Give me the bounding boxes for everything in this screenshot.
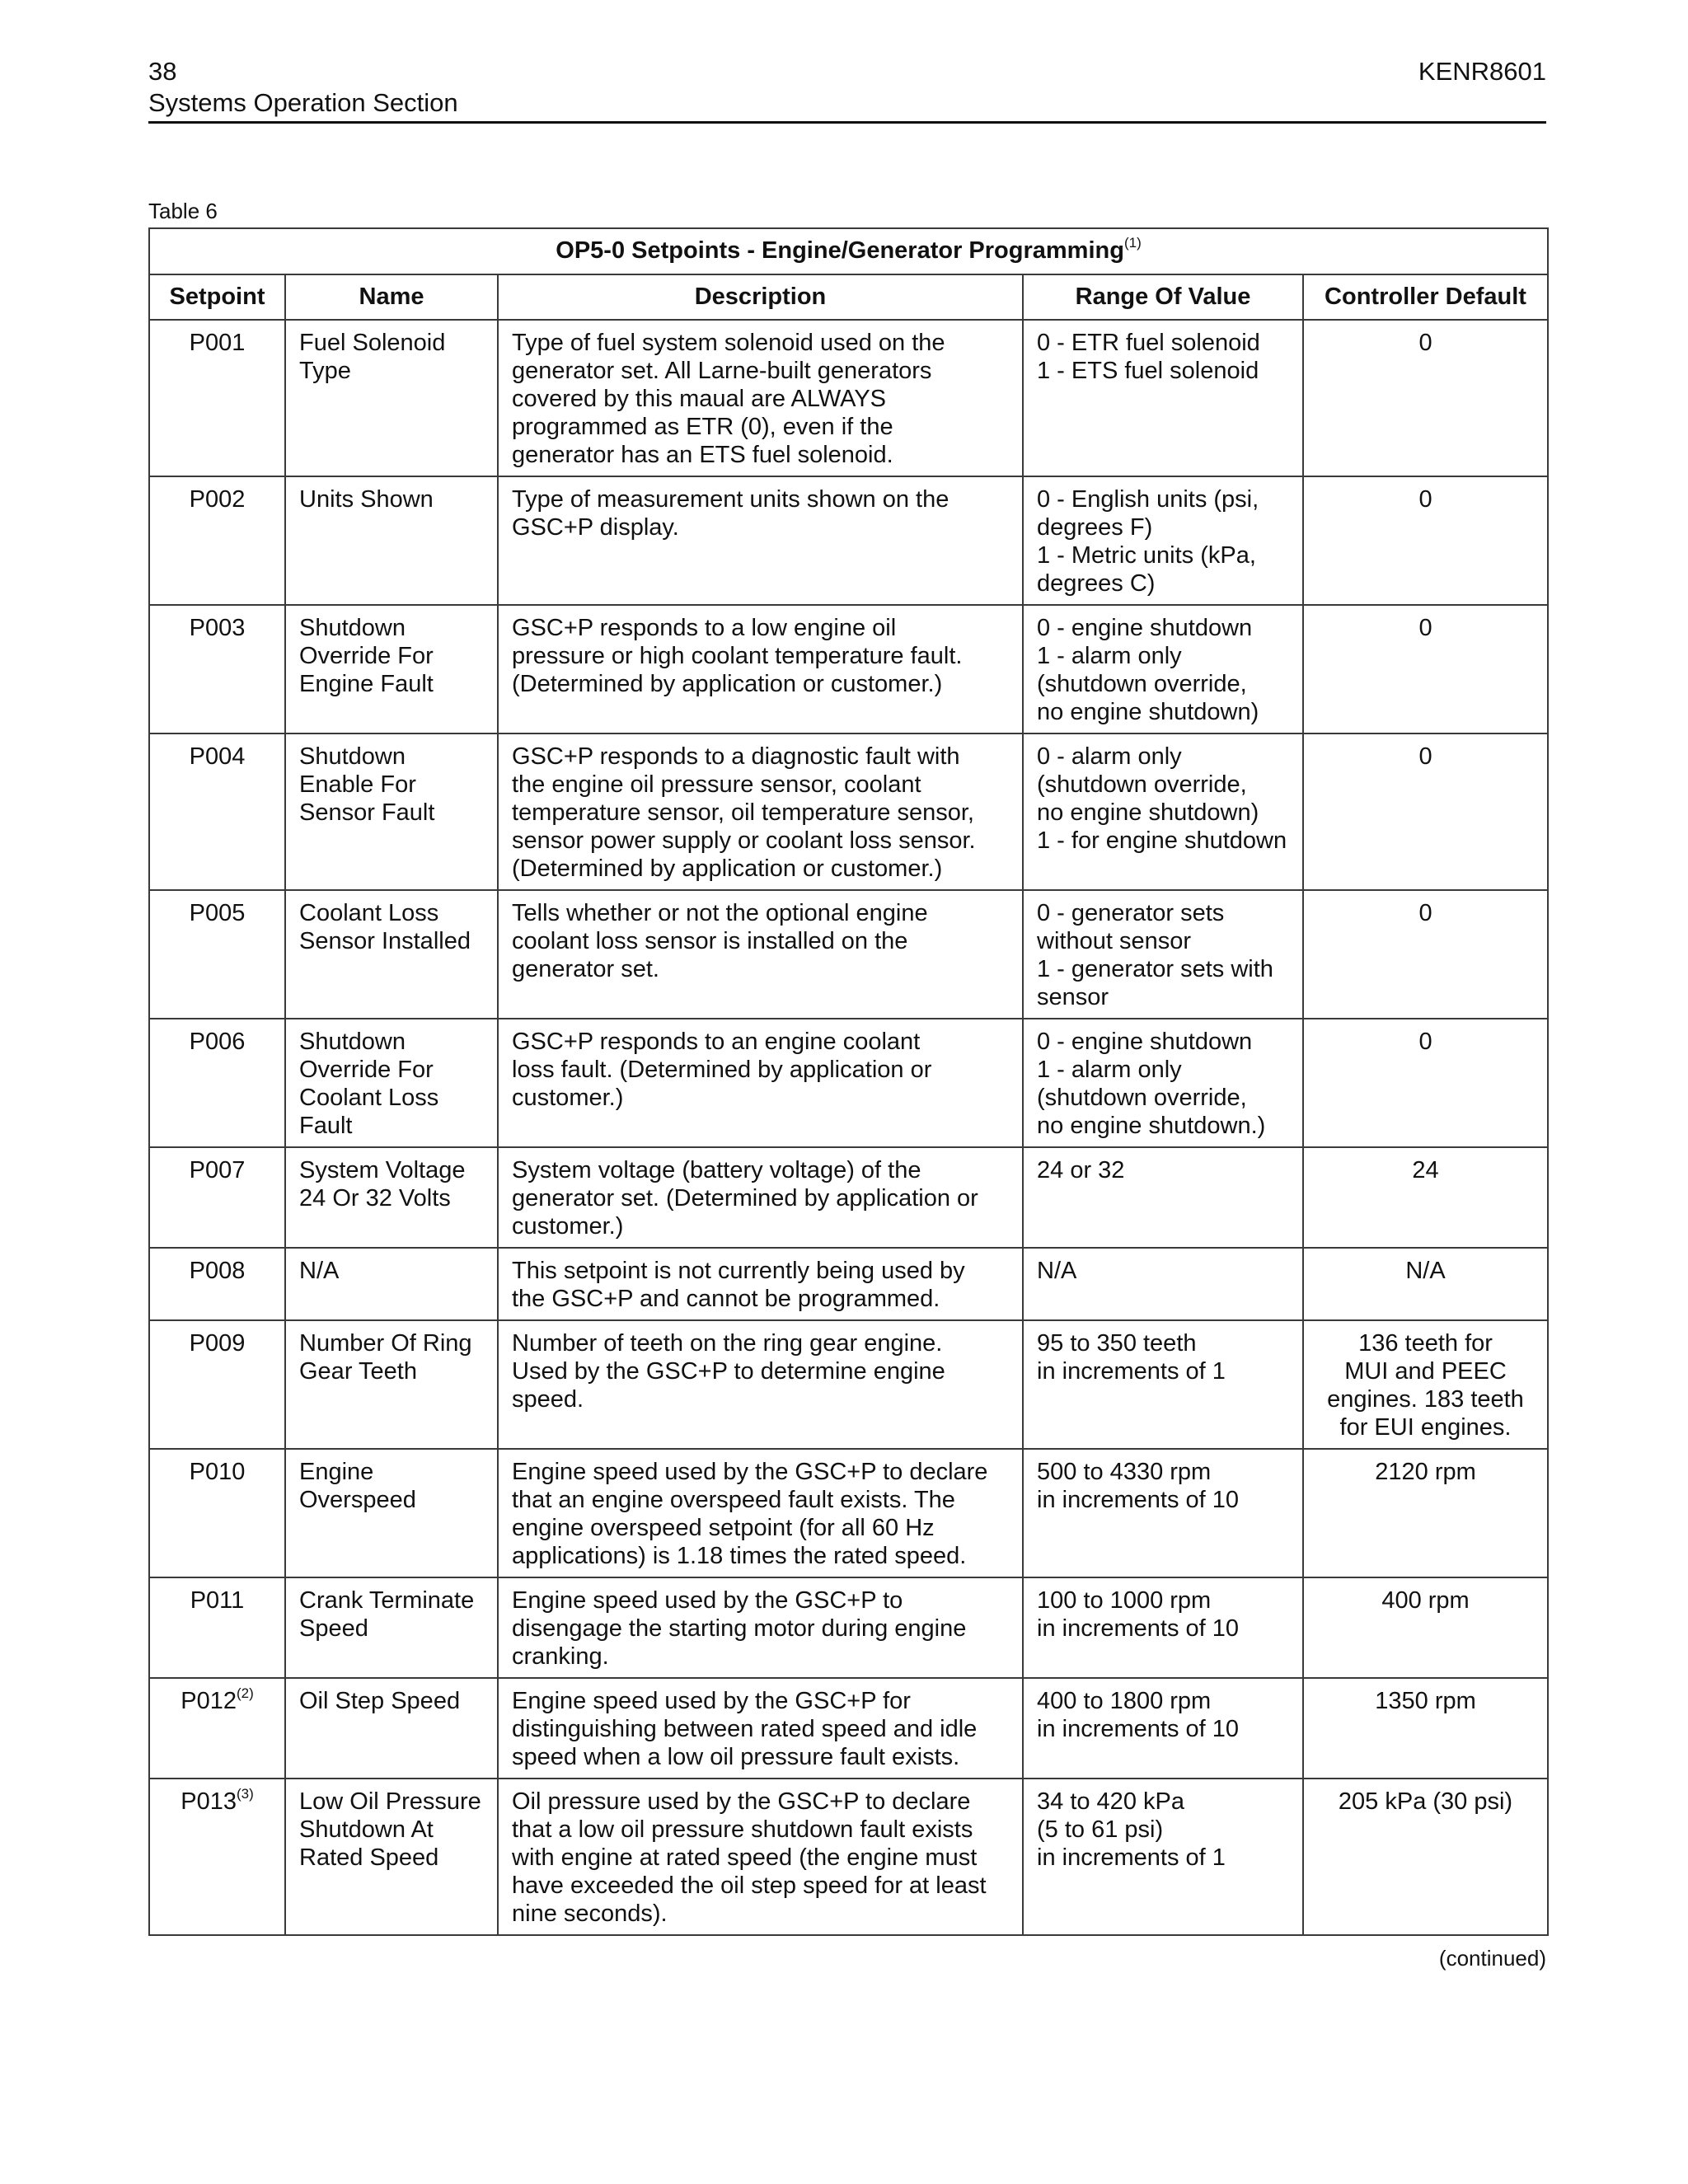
default-cell-text: 0	[1418, 900, 1432, 926]
setpoint-code: P009	[189, 1330, 246, 1357]
description-cell	[498, 1019, 1023, 1147]
table-title-text: OP5-0 Setpoints - Engine/Generator Programming	[556, 237, 1124, 264]
range-cell-text: 34 to 420 kPa (5 to 61 psi) in increments of 1	[1037, 1788, 1226, 1871]
table-row	[149, 1577, 1548, 1678]
default-cell-text: 0	[1418, 615, 1432, 641]
name-cell-text: Engine Overspeed	[299, 1459, 416, 1513]
column-header-range: Range Of Value	[1023, 274, 1303, 320]
setpoint-code: P004	[189, 743, 246, 770]
range-cell	[1023, 605, 1303, 733]
setpoint-code: P010	[189, 1459, 246, 1485]
setpoint-cell	[149, 733, 285, 890]
description-cell-text: System voltage (battery voltage) of the generator set. (Determined by application or customer.)	[512, 1157, 978, 1240]
name-cell-text: Shutdown Enable For Sensor Fault	[299, 743, 435, 826]
description-cell	[498, 1449, 1023, 1577]
setpoint-code: P006	[189, 1029, 246, 1055]
name-cell	[285, 1577, 498, 1678]
table-row	[149, 1320, 1548, 1449]
name-cell-text: Low Oil Pressure Shutdown At Rated Speed	[299, 1788, 481, 1871]
setpoint-cell	[149, 1320, 285, 1449]
description-cell	[498, 733, 1023, 890]
description-cell-text: Type of measurement units shown on the GSC+P display.	[512, 486, 950, 541]
description-cell	[498, 320, 1023, 476]
default-cell	[1303, 1449, 1548, 1577]
default-cell-text: 2120 rpm	[1375, 1459, 1476, 1485]
default-cell-text: 0	[1418, 743, 1432, 770]
default-cell	[1303, 1248, 1548, 1320]
column-header-description: Description	[498, 274, 1023, 320]
range-cell	[1023, 1147, 1303, 1248]
description-cell-text: This setpoint is not currently being used by the GSC+P and cannot be programmed.	[512, 1258, 965, 1312]
default-cell-text: N/A	[1405, 1258, 1446, 1284]
name-cell	[285, 605, 498, 733]
default-cell	[1303, 1678, 1548, 1779]
name-cell-text: Units Shown	[299, 486, 434, 513]
default-cell	[1303, 1779, 1548, 1935]
description-cell-text: Number of teeth on the ring gear engine. Used by the GSC+P to determine engine speed.	[512, 1330, 945, 1413]
description-cell	[498, 1147, 1023, 1248]
range-cell	[1023, 733, 1303, 890]
range-cell-text: 95 to 350 teeth in increments of 1	[1037, 1330, 1226, 1385]
default-cell-text: 24	[1412, 1157, 1439, 1183]
table-row	[149, 1779, 1548, 1935]
default-cell-text: 1350 rpm	[1375, 1688, 1476, 1714]
column-header-name: Name	[285, 274, 498, 320]
name-cell	[285, 1019, 498, 1147]
description-cell	[498, 890, 1023, 1019]
description-cell-text: GSC+P responds to an engine coolant loss fault. (Determined by application or customer.)	[512, 1029, 932, 1111]
name-cell	[285, 1678, 498, 1779]
name-cell-text: Shutdown Override For Coolant Loss Fault	[299, 1029, 439, 1139]
name-cell	[285, 320, 498, 476]
default-cell-text: 0	[1418, 1029, 1432, 1055]
setpoint-code: P011	[190, 1587, 245, 1614]
name-cell	[285, 1320, 498, 1449]
description-cell-text: Oil pressure used by the GSC+P to declare that a low oil pressure shutdown fault exists with engine at rated speed (the engine must have exceeded the oil step speed for at least nine seconds).	[512, 1788, 987, 1927]
name-cell	[285, 1449, 498, 1577]
setpoint-cell	[149, 1779, 285, 1935]
table-title-footnote: (1)	[1123, 235, 1142, 251]
setpoint-cell	[149, 1147, 285, 1248]
range-cell-text: 0 - generator sets without sensor 1 - generator sets with sensor	[1037, 900, 1273, 1010]
table-row	[149, 733, 1548, 890]
name-cell-text: System Voltage 24 Or 32 Volts	[299, 1157, 466, 1212]
page-number: 38	[148, 57, 177, 86]
range-cell-text: 500 to 4330 rpm in increments of 10	[1037, 1459, 1240, 1513]
range-cell	[1023, 1449, 1303, 1577]
range-cell-text: N/A	[1037, 1258, 1077, 1284]
default-cell	[1303, 1147, 1548, 1248]
description-cell-text: Engine speed used by the GSC+P for distinguishing between rated speed and idle speed when a low oil pressure fault exists.	[512, 1688, 978, 1770]
setpoint-cell	[149, 1678, 285, 1779]
setpoint-cell	[149, 476, 285, 605]
range-cell-text: 0 - ETR fuel solenoid 1 - ETS fuel solenoid	[1037, 330, 1260, 384]
table-row	[149, 1147, 1548, 1248]
setpoint-code: P012	[181, 1688, 237, 1714]
default-cell	[1303, 1019, 1548, 1147]
table-row	[149, 605, 1548, 733]
table-label: Table 6	[148, 199, 218, 223]
description-cell-text: GSC+P responds to a low engine oil pressure or high coolant temperature fault. (Determined by application or customer.)	[512, 615, 963, 697]
range-cell-text: 0 - English units (psi, degrees F) 1 - Metric units (kPa, degrees C)	[1037, 486, 1259, 597]
description-cell	[498, 1779, 1023, 1935]
page-header	[148, 56, 1546, 124]
range-cell	[1023, 1019, 1303, 1147]
setpoint-cell	[149, 890, 285, 1019]
setpoints-table	[148, 227, 1549, 1936]
table-row	[149, 890, 1548, 1019]
name-cell-text: Oil Step Speed	[299, 1688, 461, 1714]
range-cell-text: 24 or 32	[1037, 1157, 1125, 1183]
description-cell	[498, 1320, 1023, 1449]
range-cell	[1023, 1248, 1303, 1320]
default-cell	[1303, 1320, 1548, 1449]
setpoint-code: P002	[189, 486, 246, 513]
name-cell	[285, 1779, 498, 1935]
default-cell-text: 400 rpm	[1381, 1587, 1470, 1614]
range-cell	[1023, 1320, 1303, 1449]
table-row	[149, 1678, 1548, 1779]
setpoint-footnote: (2)	[236, 1685, 254, 1702]
description-cell-text: Type of fuel system solenoid used on the generator set. All Larne-built generators covered by this maual are ALWAYS programmed as ETR (0), even if the generator has an ETS fuel solenoid.	[512, 330, 945, 468]
name-cell	[285, 1248, 498, 1320]
table-title-row	[149, 228, 1548, 274]
range-cell-text: 0 - engine shutdown 1 - alarm only (shutdown override, no engine shutdown)	[1037, 615, 1259, 725]
name-cell	[285, 476, 498, 605]
range-cell	[1023, 476, 1303, 605]
document-id: KENR8601	[1418, 57, 1546, 86]
name-cell-text: Coolant Loss Sensor Installed	[299, 900, 471, 954]
description-cell	[498, 605, 1023, 733]
column-header-default: Controller Default	[1303, 274, 1548, 320]
description-cell	[498, 1678, 1023, 1779]
table-row	[149, 320, 1548, 476]
setpoint-code: P003	[189, 615, 246, 641]
table-header-row	[149, 274, 1548, 320]
table-row	[149, 476, 1548, 605]
setpoint-cell	[149, 1248, 285, 1320]
setpoint-code: P001	[189, 330, 246, 356]
setpoint-code: P013	[181, 1788, 237, 1815]
description-cell	[498, 476, 1023, 605]
default-cell	[1303, 733, 1548, 890]
default-cell	[1303, 890, 1548, 1019]
setpoint-code: P005	[189, 900, 246, 926]
table-row	[149, 1248, 1548, 1320]
description-cell-text: Tells whether or not the optional engine coolant loss sensor is installed on the generator set.	[512, 900, 928, 982]
setpoint-cell	[149, 1449, 285, 1577]
range-cell	[1023, 890, 1303, 1019]
table-row	[149, 1019, 1548, 1147]
default-cell	[1303, 320, 1548, 476]
range-cell-text: 400 to 1800 rpm in increments of 10	[1037, 1688, 1240, 1742]
name-cell-text: Fuel Solenoid Type	[299, 330, 446, 384]
column-header-setpoint: Setpoint	[149, 274, 285, 320]
section-title: Systems Operation Section	[148, 88, 458, 117]
default-cell	[1303, 605, 1548, 733]
setpoint-code: P007	[189, 1157, 246, 1183]
setpoint-cell	[149, 1019, 285, 1147]
range-cell	[1023, 320, 1303, 476]
default-cell-text: 0	[1418, 330, 1432, 356]
table-title	[149, 228, 1548, 274]
range-cell	[1023, 1779, 1303, 1935]
description-cell-text: GSC+P responds to a diagnostic fault with the engine oil pressure sensor, coolant temperature sensor, oil temperature sensor, sensor power supply or coolant loss sensor. (Determined by application or customer.)	[512, 743, 976, 882]
name-cell	[285, 733, 498, 890]
name-cell-text: Crank Terminate Speed	[299, 1587, 475, 1642]
name-cell	[285, 890, 498, 1019]
setpoint-code: P008	[189, 1258, 246, 1284]
range-cell	[1023, 1678, 1303, 1779]
setpoint-cell	[149, 1577, 285, 1678]
range-cell-text: 100 to 1000 rpm in increments of 10	[1037, 1587, 1240, 1642]
default-cell-text: 0	[1418, 486, 1432, 513]
description-cell	[498, 1248, 1023, 1320]
default-cell-text: 205 kPa (30 psi)	[1338, 1788, 1513, 1815]
table-row	[149, 1449, 1548, 1577]
default-cell	[1303, 476, 1548, 605]
name-cell-text: N/A	[299, 1258, 340, 1284]
range-cell	[1023, 1577, 1303, 1678]
name-cell	[285, 1147, 498, 1248]
table-body	[149, 320, 1548, 1935]
name-cell-text: Number Of Ring Gear Teeth	[299, 1330, 472, 1385]
continued-label: (continued)	[1438, 1946, 1546, 1971]
default-cell	[1303, 1577, 1548, 1678]
setpoint-cell	[149, 605, 285, 733]
name-cell-text: Shutdown Override For Engine Fault	[299, 615, 434, 697]
description-cell-text: Engine speed used by the GSC+P to declare that an engine overspeed fault exists. The engine overspeed setpoint (for all 60 Hz applications) is 1.18 times the rated speed.	[512, 1459, 988, 1569]
range-cell-text: 0 - engine shutdown 1 - alarm only (shutdown override, no engine shutdown.)	[1037, 1029, 1266, 1139]
default-cell-text: 136 teeth for MUI and PEEC engines. 183 teeth for EUI engines.	[1327, 1330, 1524, 1441]
description-cell	[498, 1577, 1023, 1678]
setpoint-cell	[149, 320, 285, 476]
range-cell-text: 0 - alarm only (shutdown override, no engine shutdown) 1 - for engine shutdown	[1037, 743, 1287, 854]
setpoint-footnote: (3)	[236, 1786, 254, 1802]
description-cell-text: Engine speed used by the GSC+P to disengage the starting motor during engine cranking.	[512, 1587, 967, 1670]
